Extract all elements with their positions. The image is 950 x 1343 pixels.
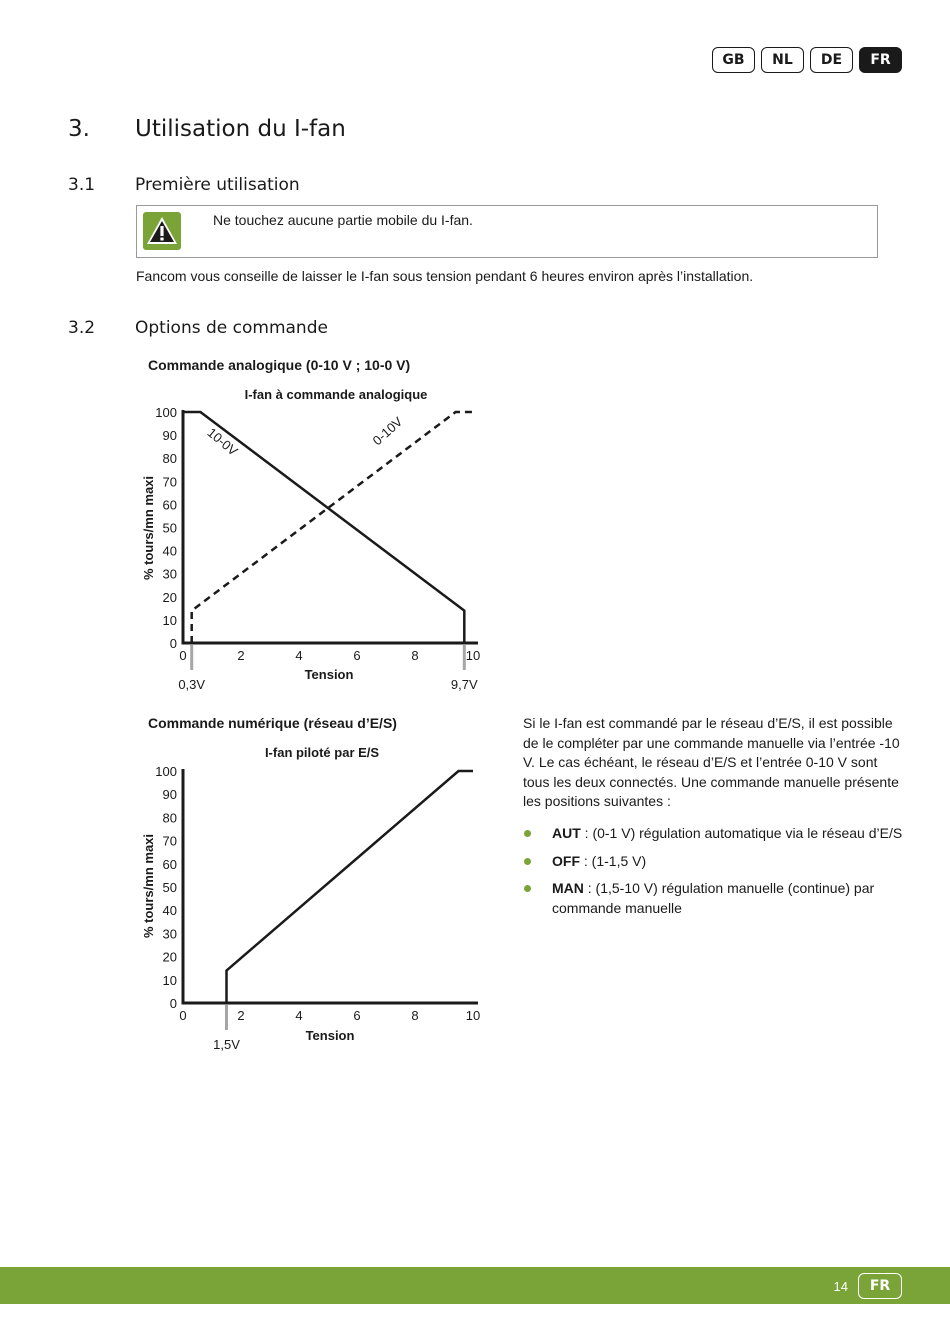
- marker-label: 1,5V: [213, 1037, 240, 1052]
- y-tick-label: 100: [155, 764, 177, 779]
- chart-1-ylabel: % tours/mn maxi: [141, 475, 156, 581]
- bullet-text: : (1-1,5 V): [580, 852, 647, 869]
- bullet-icon: [524, 830, 531, 837]
- x-tick-label: 8: [411, 648, 419, 663]
- x-tick-label: 6: [353, 648, 361, 663]
- y-tick-label: 80: [162, 810, 177, 826]
- y-tick-label: 20: [162, 589, 177, 605]
- y-tick-label: 60: [162, 497, 177, 513]
- footer-bar: [0, 1267, 950, 1304]
- bullet-text: : (1,5-10 V) régulation manuelle (continue) par commande manuelle: [552, 880, 875, 916]
- y-tick-label: 100: [155, 405, 177, 420]
- page-number: 14: [833, 1279, 848, 1294]
- section-title: Utilisation du I-fan: [135, 116, 346, 142]
- x-tick-label: 4: [295, 1008, 303, 1023]
- chart-2-caption: Commande numérique (réseau d’E/S): [148, 715, 397, 731]
- y-tick-label: 30: [162, 566, 177, 582]
- digital-chart: [136, 741, 496, 1051]
- y-tick-label: 40: [162, 543, 177, 559]
- x-tick-label: 10: [465, 648, 481, 663]
- warning-text: Ne touchez aucune partie mobile du I-fan.: [213, 212, 473, 228]
- y-tick-label: 0: [169, 996, 177, 1011]
- y-tick-label: 70: [162, 833, 177, 849]
- y-tick-label: 60: [162, 856, 177, 872]
- bullet-icon: [524, 858, 531, 865]
- bullet-text: : (0-1 V) régulation automatique via le réseau d’E/S: [580, 825, 903, 841]
- chart-1-caption: Commande analogique (0-10 V ; 10-0 V): [148, 357, 411, 373]
- x-tick-label: 0: [179, 1008, 187, 1023]
- bullet-term: MAN: [552, 880, 584, 896]
- chart-2-xlabel: Tension: [305, 1028, 355, 1043]
- y-tick-label: 50: [162, 880, 177, 895]
- control-positions-list: [523, 824, 903, 926]
- chart-2-title: I-fan piloté par E/S: [264, 745, 380, 760]
- y-tick-label: 70: [162, 474, 177, 490]
- language-tabs: [712, 47, 902, 73]
- x-tick-label: 0: [179, 648, 187, 663]
- subsection-1-number: 3.1: [68, 175, 96, 195]
- x-tick-label: 2: [237, 648, 245, 663]
- series-label: 0-10V: [369, 413, 406, 449]
- bullet-term: OFF: [552, 852, 580, 869]
- x-tick-label: 8: [411, 1008, 419, 1023]
- subsection-2-number: 3.2: [68, 318, 96, 338]
- x-tick-label: 10: [465, 1008, 481, 1023]
- x-tick-label: 6: [353, 1008, 361, 1023]
- section-number: 3.: [68, 116, 90, 142]
- marker-label: 0,3V: [178, 677, 206, 692]
- bullet-term: AUT: [552, 825, 581, 841]
- x-tick-label: 2: [237, 1008, 245, 1023]
- control-description: Si le I-fan est commandé par le réseau d’E/S, il est possible de le compléter par une commande manuelle via l’entrée -10 V. Le cas échéant, le réseau d’E/S et l’entrée 0-10 V sont tous les deux connectés. Une commande manuelle présente les positions suivantes :: [523, 715, 900, 809]
- chart-2-ylabel: % tours/mn maxi: [141, 833, 156, 939]
- analog-chart: [136, 383, 496, 693]
- lang-tab-gb[interactable]: GB: [712, 47, 755, 73]
- y-tick-label: 90: [162, 787, 177, 803]
- y-tick-label: 10: [162, 972, 177, 988]
- warning-box: [136, 205, 878, 258]
- subsection-1-title: Première utilisation: [135, 175, 300, 195]
- list-item: [523, 879, 903, 918]
- chart-1-title: I-fan à commande analogique: [244, 387, 428, 402]
- subsection-2-title: Options de commande: [135, 318, 328, 338]
- y-tick-label: 10: [162, 612, 177, 628]
- lang-tab-nl[interactable]: NL: [761, 47, 804, 73]
- list-item: [523, 824, 903, 844]
- y-tick-label: 50: [162, 520, 177, 536]
- y-tick-label: 90: [162, 428, 177, 444]
- y-tick-label: 20: [162, 949, 177, 965]
- install-paragraph: Fancom vous conseille de laisser le I-fan sous tension pendant 6 heures environ après l’installation.: [136, 268, 754, 284]
- lang-tab-fr[interactable]: FR: [859, 47, 902, 73]
- footer-lang-badge: FR: [858, 1273, 902, 1299]
- list-item: [523, 852, 903, 872]
- y-tick-label: 40: [162, 903, 177, 919]
- lang-tab-de[interactable]: DE: [810, 47, 853, 73]
- series-label: 10-0V: [204, 424, 241, 459]
- bullet-icon: [524, 885, 531, 892]
- marker-label: 9,7V: [450, 677, 478, 692]
- chart-1-xlabel: Tension: [304, 667, 354, 682]
- y-tick-label: 80: [162, 451, 177, 467]
- x-tick-label: 4: [295, 648, 303, 663]
- warning-icon: [143, 212, 181, 250]
- y-tick-label: 0: [169, 636, 177, 651]
- series-line: [227, 771, 474, 1003]
- y-tick-label: 30: [162, 926, 177, 942]
